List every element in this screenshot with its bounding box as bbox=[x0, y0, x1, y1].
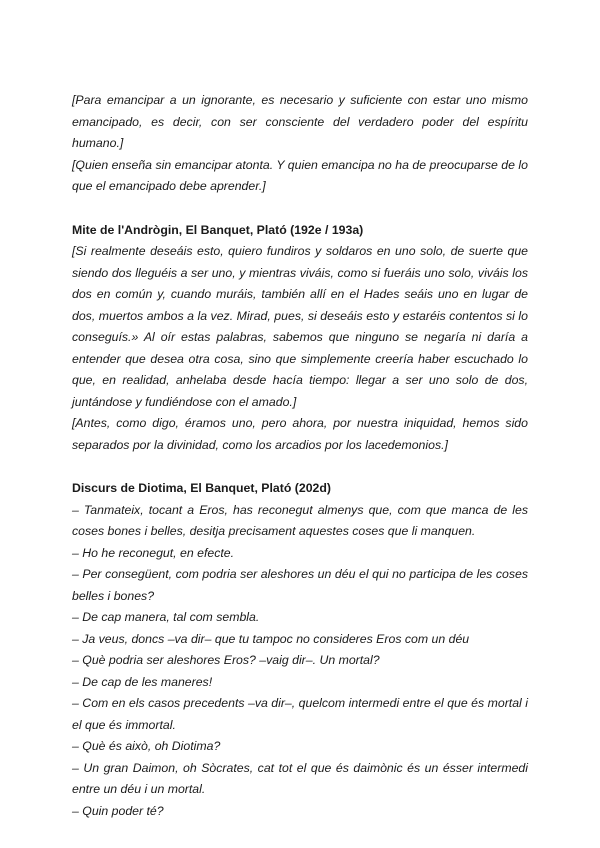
dialogue-line: – Què és això, oh Diotima? bbox=[72, 739, 221, 753]
dialogue-line: – Per consegüent, com podria ser aleshores un déu el qui no participa de les coses belles i bones? bbox=[72, 567, 528, 603]
androgin-heading: Mite de l'Andrògin, El Banquet, Plató (192e / 193a) bbox=[72, 222, 364, 237]
dialogue-line: – Ho he reconegut, en efecte. bbox=[72, 545, 235, 560]
dialogue-line: – Quin poder té? bbox=[72, 803, 164, 818]
dialogue-line: – Un gran Daimon, oh Sòcrates, cat tot el que és daimònic és un ésser intermedi entre un déu i un mortal. bbox=[72, 760, 528, 796]
androgin-section bbox=[72, 220, 528, 457]
diotima-section bbox=[72, 478, 528, 822]
intro-paragraph-2: [Quien enseña sin emancipar atonta. Y quien emancipa no ha de preocuparse de lo que el emancipado debe aprender.] bbox=[72, 157, 528, 193]
dialogue-line: – De cap manera, tal com sembla. bbox=[72, 610, 260, 624]
dialogue-line: – Què podria ser aleshores Eros? –vaig dir–. Un mortal? bbox=[72, 653, 380, 667]
androgin-paragraph-2: [Antes, como digo, éramos uno, pero ahora, por nuestra iniquidad, hemos sido separados por la divinidad, como los arcadios por los lacedemonios.] bbox=[72, 416, 528, 452]
diotima-heading: Discurs de Diotima, El Banquet, Plató (202d) bbox=[72, 481, 331, 495]
dialogue-line: – De cap de les maneres! bbox=[72, 674, 213, 689]
androgin-paragraph-1: [Si realmente deseáis esto, quiero fundiros y soldaros en uno solo, de suerte que siendo dos lleguéis a ser uno, y mientras viváis, como si fueráis uno solo, viváis los dos en común y, cuando muráis, también allí en el Hades seáis uno en lugar de dos, muertos ambos a la vez. Mirad, pues, si deseáis esto y estaréis contentos si lo conseguís.» Al oír estas palabras, sabemos que ninguno se negaría ni daría a entender que desea otra cosa, sino que simplemente creería haber escuchado lo que, en realidad, anhelaba desde hacía tiempo: llegar a ser uno solo de dos, juntándose y fundiéndose con el amado.] bbox=[72, 244, 528, 409]
dialogue-line: – Com en els casos precedents –va dir–, quelcom intermedi entre el que és mortal i el que és immortal. bbox=[72, 696, 528, 732]
dialogue-line: – Tanmateix, tocant a Eros, has reconegut almenys que, com que manca de les coses bones i belles, desitja precisament aquestes coses que li manquen. bbox=[72, 502, 528, 538]
dialogue-line: – Ja veus, doncs –va dir– que tu tampoc no consideres Eros com un déu bbox=[72, 631, 470, 646]
intro-section bbox=[72, 90, 528, 198]
intro-paragraph-1: [Para emancipar a un ignorante, es necesario y suficiente con estar uno mismo emancipado, es decir, con ser consciente del verdadero poder del espíritu humano.] bbox=[72, 93, 528, 150]
